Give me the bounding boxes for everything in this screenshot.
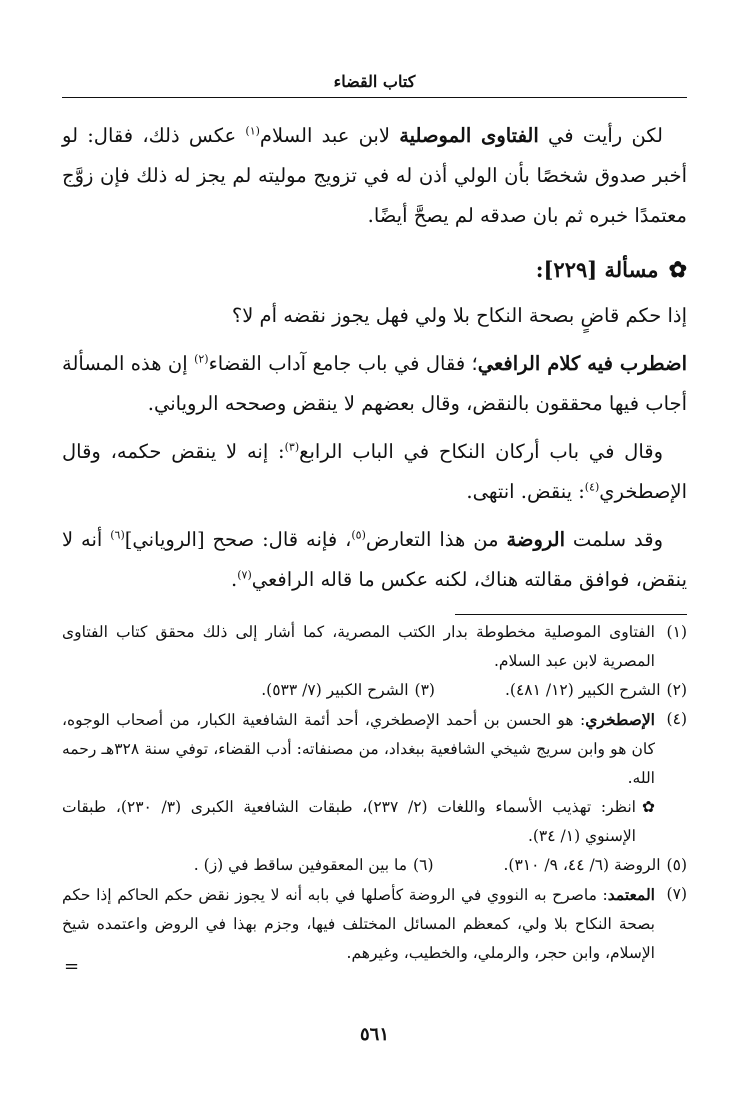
footnote-number: (٣) [414, 681, 435, 699]
issue-heading-label: مسألة [٢٢٩]: [535, 257, 659, 282]
footnote-text: الشرح الكبير (٧/ ٥٣٣). [261, 681, 409, 699]
page-number: ٥٦١ [359, 1024, 389, 1045]
footnote-ref-3[interactable]: (٣) [284, 440, 300, 454]
footnote-ref-2[interactable]: (٢) [194, 352, 209, 366]
footnote-ref-6[interactable]: (٦) [110, 528, 125, 542]
footnote-text: : ماصرح به النووي في الروضة كأصلها في بابه أنه لا يجوز نقض حكم الحاكم إذا حكم بصحة النكاح بلا ولي، كمعظم المسائل المختلف فيها، وجزم بهذا في الروض واعتمده شيخ الإسلام، وابن حجر، والرملي، والخطيب، وغيرهم. [62, 886, 655, 962]
text-run: ، فإنه قال: صحح [الروياني] [124, 528, 352, 551]
footnote-separator [455, 614, 687, 615]
footnote-text: الشرح الكبير (١٢/ ٤٨١). [504, 681, 661, 699]
footnote-text: الروضة (٦/ ٤٤، ٩/ ٣١٠). [503, 856, 661, 874]
paragraph-1 [62, 116, 687, 236]
bold-term: الفتاوى الموصلية [399, 124, 539, 147]
text-run: : إنه لا ينقض حكمه، وقال الإصطخري [62, 440, 687, 503]
footnote-body [62, 880, 655, 968]
paragraph-5 [62, 520, 687, 600]
text-run: وقال في باب أركان النكاح في الباب الرابع [299, 440, 664, 463]
paragraph-4 [62, 432, 687, 512]
text-run: ؛ فقال في باب جامع آداب القضاء [208, 352, 478, 375]
bold-term: الروضة [506, 528, 565, 551]
book-page [62, 0, 687, 1113]
footnote-body [62, 705, 655, 793]
main-text [62, 116, 687, 608]
footnote-text: انظر: تهذيب الأسماء واللغات (٢/ ٢٣٧)، طبقات الشافعية الكبرى (٣/ ٢٣٠)، طبقات الإسنوي (١/ ٣٤). [62, 798, 636, 845]
footnote-number: (٥) [666, 856, 687, 874]
flower-ornament-icon: ✿ [642, 798, 655, 816]
bold-term: اضطرب فيه كلام الرافعي [477, 352, 687, 375]
text-run: : ينقض. انتهى. [466, 480, 585, 503]
footnote-number: (٢) [666, 681, 687, 699]
text-run: وقد سلمت [565, 528, 664, 551]
footnote-ref-5[interactable]: (٥) [351, 528, 366, 542]
footnote-ref-1[interactable]: (١) [245, 124, 260, 138]
footnote-ref-4[interactable]: (٤) [584, 480, 600, 494]
footnote-number: (٧) [666, 885, 687, 903]
footnote-1 [62, 618, 687, 676]
text-run: لابن عبد السلام [259, 124, 400, 147]
footnotes [62, 618, 687, 968]
footnote-number: (٦) [413, 856, 434, 874]
footnote-row-5-6 [62, 851, 687, 880]
footnote-text: الفتاوى الموصلية مخطوطة بدار الكتب المصرية، كما أشار إلى ذلك محقق كتاب الفتاوى المصرية لابن عبد السلام. [62, 623, 655, 670]
footnote-2 [505, 676, 687, 705]
footnote-3 [261, 676, 435, 705]
text-run: لكن رأيت في [538, 124, 663, 147]
issue-heading [62, 250, 687, 290]
footnote-number: (١) [666, 623, 687, 641]
footnote-text: ما بين المعقوفين ساقط في (ز) . [193, 856, 408, 874]
paragraph-3 [62, 344, 687, 424]
footnote-text: : هو الحسن بن أحمد الإصطخري، أحد أئمة الشافعية الكبار، من أصحاب الوجوه، كان هو وابن سريج شيخي الشافعية ببغداد، من مصنفاته: أدب القضاء، توفي سنة ٣٢٨هـ رحمه الله. [62, 711, 655, 787]
running-title: كتاب القضاء [333, 72, 416, 91]
text-run: . [231, 568, 238, 591]
footnote-6 [194, 851, 434, 880]
paragraph-2: إذا حكم قاضٍ بصحة النكاح بلا ولي فهل يجوز نقضه أم لا؟ [231, 304, 687, 327]
footnote-row-2-3 [62, 676, 687, 705]
continuation-mark: = [64, 956, 80, 977]
footnote-4-sources [62, 793, 687, 851]
footnote-7 [62, 880, 687, 968]
text-run: أنه لا ينقض، فوافق مقالته هناك، لكنه عكس ما قاله الرافعي [62, 528, 687, 591]
footnote-4 [62, 705, 687, 793]
bold-term: الإصطخري [585, 710, 655, 729]
text-run: عكس ذلك، فقال: لو أخبر صدوق شخصًا بأن الولي أذن له في تزويج موليته لم يجز له ذلك فإن زوَّج معتمدًا خبره ثم بان صدقه لم يصحَّ أيضًا. [62, 124, 687, 227]
bold-term: المعتمد [607, 885, 655, 904]
text-run: إن هذه المسألة أجاب فيها محققون بالنقض، وقال بعضهم لا ينقض وصححه الروياني. [62, 352, 687, 415]
header-rule [62, 97, 687, 98]
text-run: من هذا التعارض [365, 528, 507, 551]
flower-ornament-icon: ✿ [668, 257, 687, 283]
footnote-5 [504, 851, 688, 880]
footnote-ref-7[interactable]: (٧) [237, 568, 252, 582]
footnote-number: (٤) [666, 710, 687, 728]
